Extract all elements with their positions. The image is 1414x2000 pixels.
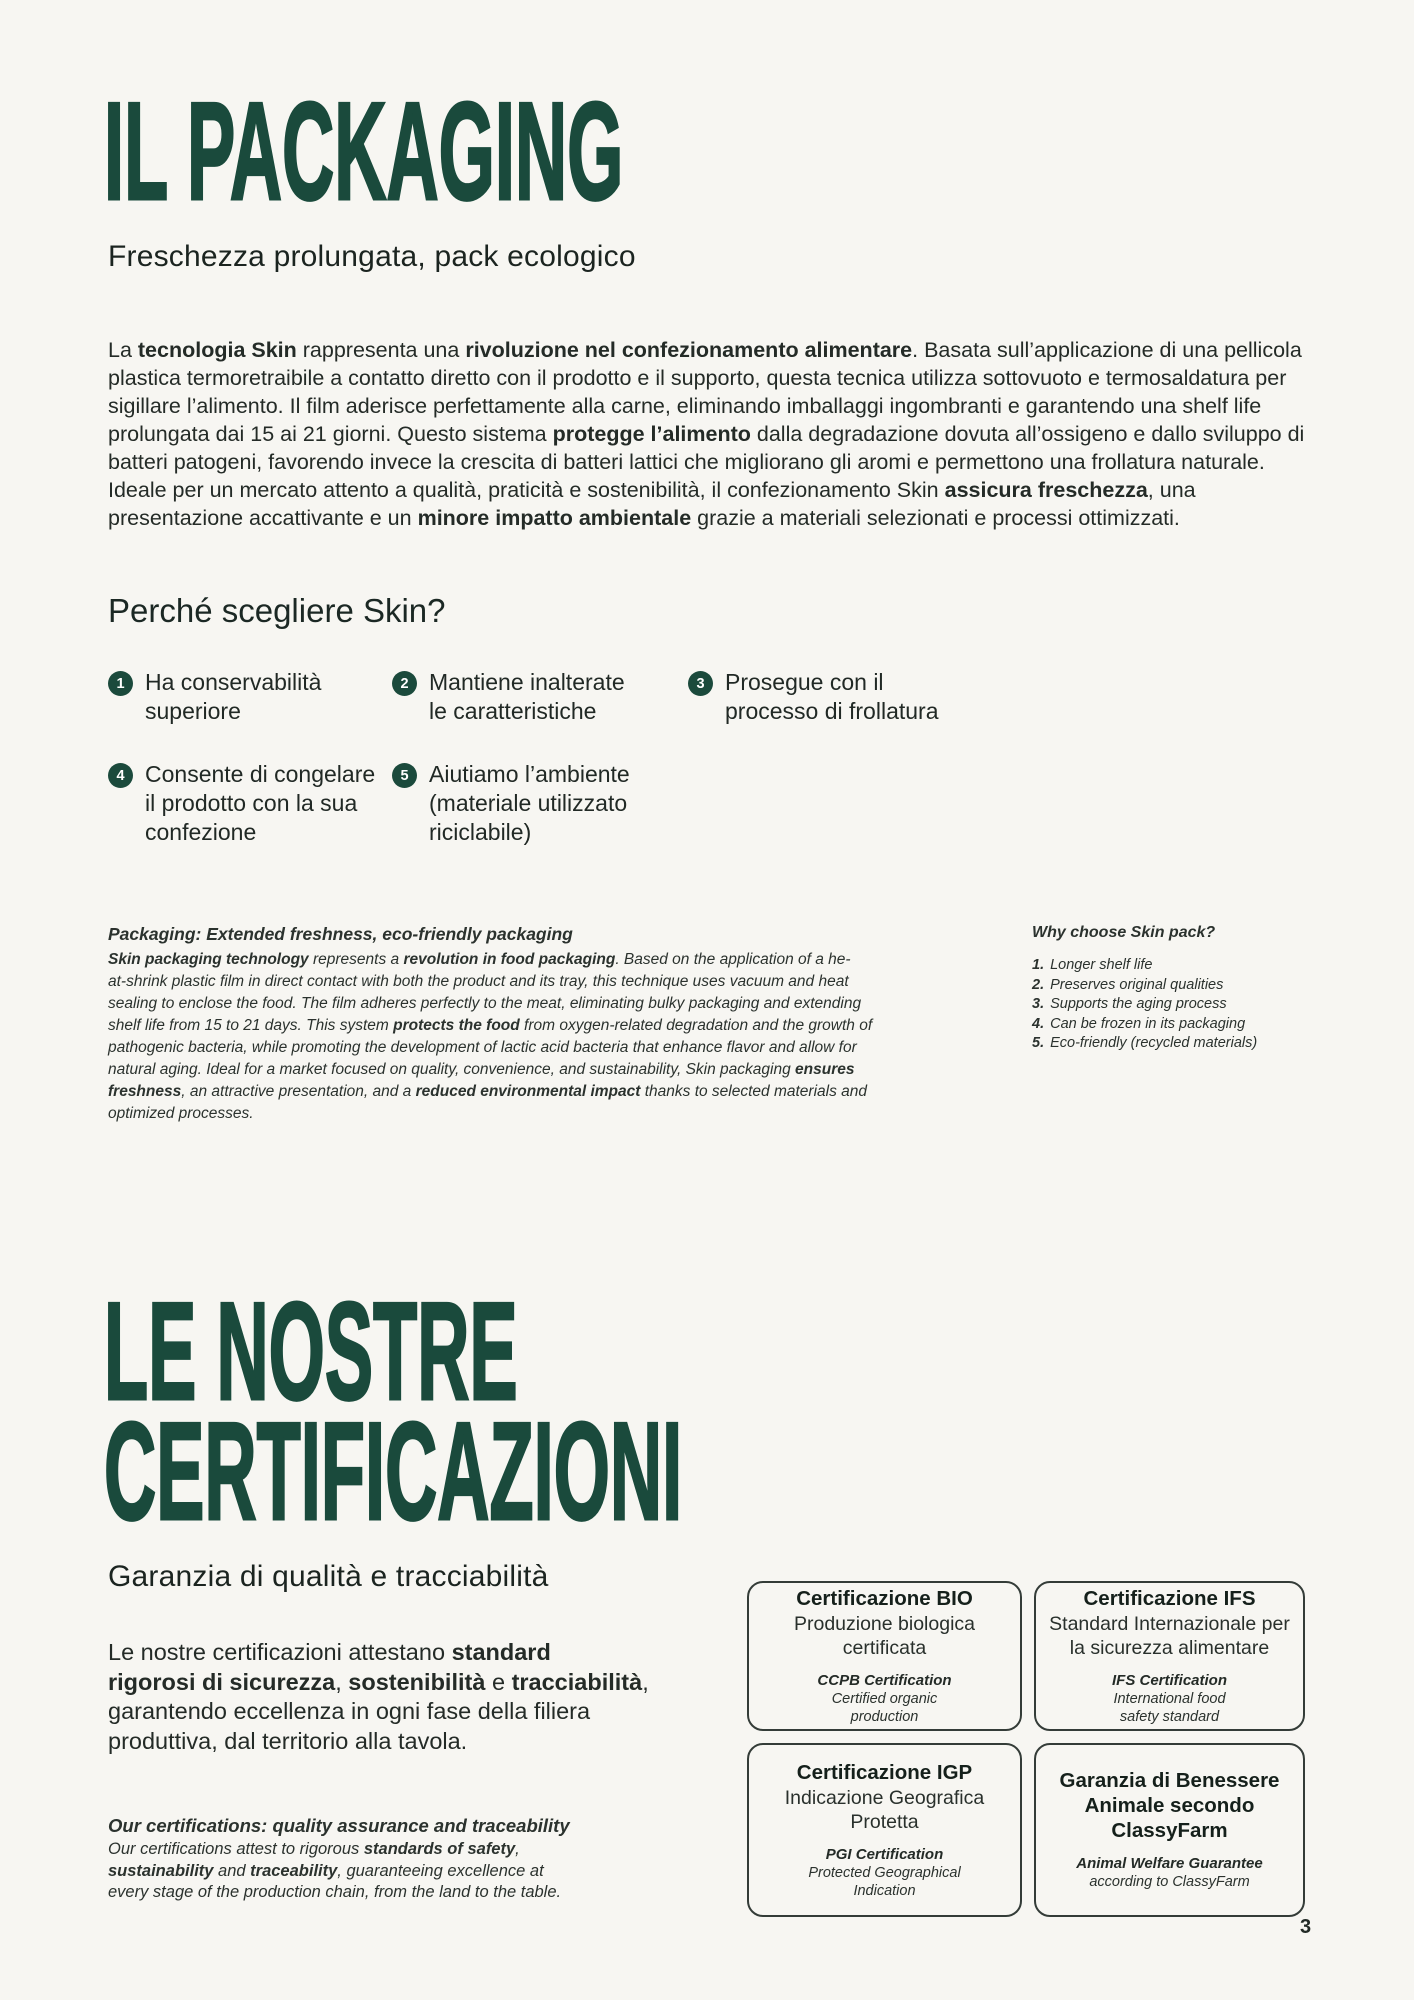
certification-cards-grid bbox=[747, 1581, 1305, 1917]
list-item-text: Longer shelf life bbox=[1050, 957, 1153, 973]
packaging-english-translation bbox=[108, 922, 872, 1125]
cert-card-en-subtitle: International food safety standard bbox=[1113, 1690, 1226, 1725]
reason-number-badge: 4 bbox=[108, 763, 133, 788]
reason-text: Consente di congelare il prodotto con la sua confezione bbox=[145, 761, 376, 845]
cert-card-subtitle: Produzione biologica certificata bbox=[793, 1612, 976, 1659]
skin-reasons-list bbox=[108, 668, 1108, 847]
why-choose-skin-heading: Perché scegliere Skin? bbox=[108, 592, 446, 629]
cert-translation-body: Our certifications attest to rigorous standards of safety, sustainability and traceability, guaranteeing excellence at every stage of the production chain, from the land to the table. bbox=[108, 1840, 562, 1901]
list-item-text: Eco-friendly (recycled materials) bbox=[1050, 1035, 1258, 1051]
packaging-intro-paragraph: La tecnologia Skin rappresenta una rivoluzione nel confezionamento alimentare. Basata sull’applicazione di una pellicola plastica termoretraibile a contatto diretto con il prodotto e il supporto, questa tecnica utilizza sottovuoto e termosaldatura per sigillare l’alimento. Il film aderisce perfettamente alla carne, eliminando imballaggi ingombranti e garantendo una shelf life prolungata dai 15 ai 21 giorni. Questo sistema protegge l’alimento dalla degradazione dovuta all’ossigeno e dallo sviluppo di batteri patogeni, favorendo invece la crescita di batteri lattici che migliorano gli aromi e permettono una frollatura naturale. Ideale per un mercato attento a qualità, praticità e sostenibilità, il confezionamento Skin assicura freschezza, una presentazione accattivante e un minore impatto ambientale grazie a materiali selezionati e processi ottimizzati. bbox=[108, 338, 1305, 530]
reason-item-1 bbox=[108, 668, 392, 726]
reason-item-2 bbox=[392, 668, 688, 726]
certification-card-classyfarm bbox=[1034, 1743, 1305, 1917]
cert-card-en-title: IFS Certification bbox=[1111, 1671, 1227, 1689]
cert-card-en bbox=[817, 1671, 951, 1727]
cert-card-en-subtitle: Protected Geographical Indication bbox=[808, 1864, 961, 1899]
cert-card-en-title: PGI Certification bbox=[825, 1845, 944, 1863]
certification-card-ifs bbox=[1034, 1581, 1305, 1731]
translation-heading: Packaging: Extended freshness, eco-friendly packaging bbox=[108, 924, 573, 944]
certifications-intro-paragraph: Le nostre certificazioni attestano standard rigorosi di sicurezza, sostenibilità e tracciabilità, garantendo eccellenza in ogni fase della filiera produttiva, dal territorio alla tavola. bbox=[108, 1639, 649, 1754]
why-choose-en-heading: Why choose Skin pack? bbox=[1032, 924, 1216, 941]
cert-card-subtitle: Indicazione Geografica Protetta bbox=[784, 1786, 985, 1833]
cert-card-en bbox=[1112, 1671, 1227, 1727]
list-item-number: 5. bbox=[1032, 1035, 1045, 1051]
list-item bbox=[1032, 995, 1257, 1015]
reason-number-badge: 2 bbox=[392, 671, 417, 696]
list-item-number: 3. bbox=[1032, 996, 1045, 1012]
reason-item-3 bbox=[688, 668, 1108, 726]
list-item-number: 4. bbox=[1032, 1015, 1045, 1032]
certifications-section-title bbox=[104, 1274, 683, 1549]
reason-text: Prosegue con il processo di frollatura bbox=[725, 669, 939, 724]
why-choose-en-list bbox=[1032, 956, 1257, 1054]
certification-card-bio bbox=[747, 1581, 1022, 1731]
packaging-section-title: IL PACKAGING bbox=[104, 74, 624, 229]
certifications-english-translation bbox=[108, 1813, 570, 1904]
reason-number-badge: 3 bbox=[688, 671, 713, 696]
reason-item-4 bbox=[108, 760, 392, 847]
why-choose-english-column bbox=[1032, 922, 1257, 1054]
cert-card-en-subtitle: Certified organic production bbox=[831, 1690, 938, 1725]
list-item bbox=[1032, 1034, 1257, 1054]
reason-item-5 bbox=[392, 760, 688, 847]
cert-card-en-title: CCPB Certification bbox=[817, 1671, 952, 1689]
list-item bbox=[1032, 956, 1257, 976]
certifications-title-line1: LE NOSTRE bbox=[104, 1274, 518, 1429]
reason-text: Ha conservabilità superiore bbox=[145, 669, 322, 724]
list-item bbox=[1032, 1015, 1257, 1035]
cert-card-en bbox=[1076, 1854, 1262, 1892]
cert-card-subtitle: Standard Internazionale per la sicurezza alimentare bbox=[1049, 1612, 1290, 1659]
cert-card-title: Certificazione IGP bbox=[796, 1760, 973, 1784]
certification-card-igp bbox=[747, 1743, 1022, 1917]
certifications-subtitle: Garanzia di qualità e tracciabilità bbox=[108, 1560, 549, 1593]
list-item-number: 1. bbox=[1032, 957, 1045, 973]
reason-text: Aiutiamo l’ambiente (materiale utilizzato riciclabile) bbox=[429, 761, 630, 845]
reason-number-badge: 1 bbox=[108, 671, 133, 696]
page-number: 3 bbox=[1300, 1916, 1312, 1938]
list-item-text: Can be frozen in its packaging bbox=[1050, 1015, 1246, 1032]
certifications-title-line2: CERTIFICAZIONI bbox=[104, 1394, 683, 1549]
list-item-number: 2. bbox=[1032, 976, 1045, 993]
reason-text: Mantiene inalterate le caratteristiche bbox=[429, 669, 625, 724]
list-item-text: Preserves original qualities bbox=[1050, 976, 1224, 993]
reason-number-badge: 5 bbox=[392, 763, 417, 788]
cert-card-en-title: Animal Welfare Guarantee bbox=[1076, 1855, 1263, 1873]
cert-card-en-subtitle: according to ClassyFarm bbox=[1089, 1874, 1250, 1891]
cert-card-title: Garanzia di Benessere Animale secondo ClassyFarm bbox=[1059, 1769, 1280, 1843]
cert-card-en bbox=[808, 1845, 960, 1901]
list-item bbox=[1032, 976, 1257, 996]
cert-translation-heading: Our certifications: quality assurance and traceability bbox=[108, 1815, 570, 1836]
list-item-text: Supports the aging process bbox=[1050, 996, 1227, 1012]
packaging-subtitle: Freschezza prolungata, pack ecologico bbox=[108, 240, 636, 273]
cert-card-title: Certificazione BIO bbox=[796, 1586, 973, 1610]
translation-body: Skin packaging technology represents a revolution in food packaging. Based on the application of a he- at-shrink plastic film in direct contact with both the product and its tray, this technique uses vacuum and heat sealing to enclose the food. The film adheres perfectly to the meat, eliminating bulky packaging and extending shelf life from 15 to 21 days. This system protects the food from oxygen-related degradation and the growth of pathogenic bacteria, while promoting the development of lactic acid bacteria that enhance flavor and allow for natural aging. Ideal for a market focused on quality, convenience, and sustainability, Skin packaging ensures freshness, an attractive presentation, and a reduced environmental impact thanks to selected materials and optimized processes. bbox=[108, 951, 873, 1122]
cert-card-title: Certificazione IFS bbox=[1083, 1586, 1256, 1610]
